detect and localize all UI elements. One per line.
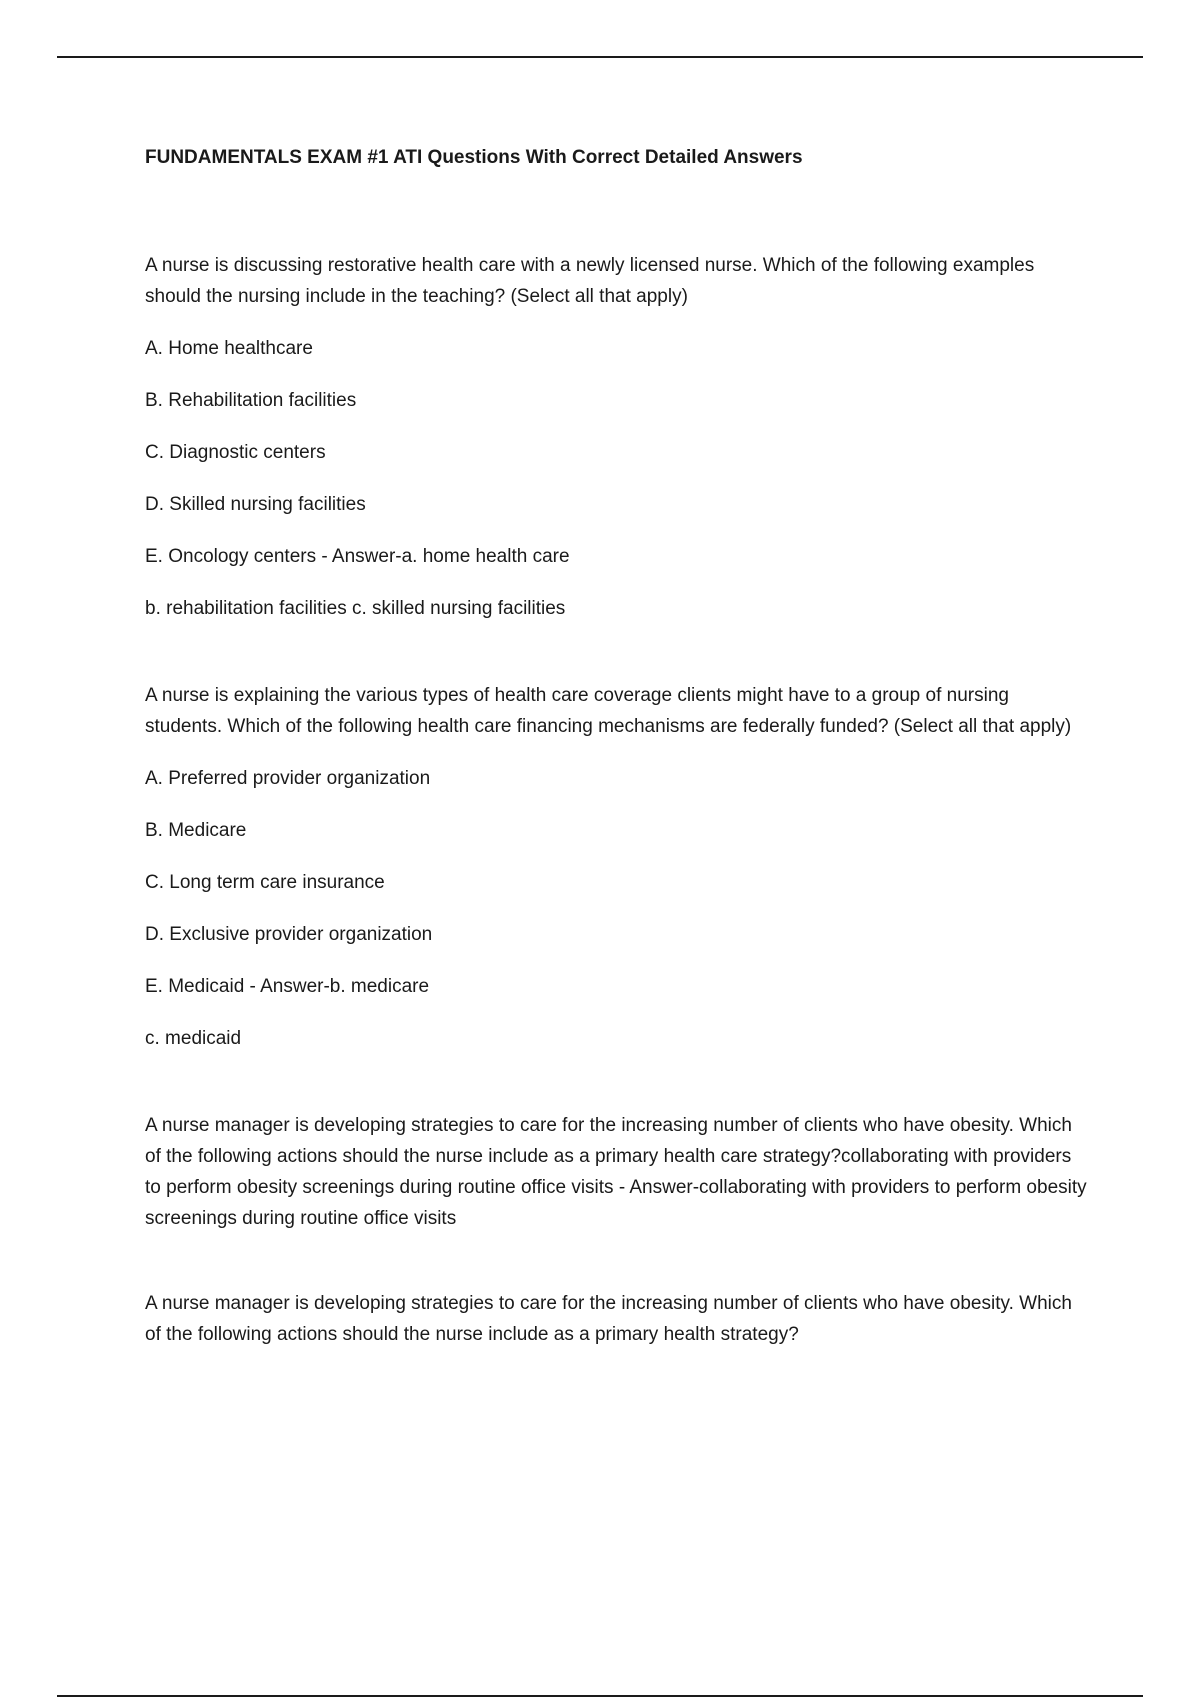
top-divider	[57, 56, 1143, 58]
question-stem: A nurse manager is developing strategies to care for the increasing number of clients who have obesity. Which of the following actions should the nurse include as a primary health care strategy?collaborating with providers to perform obesity screenings during routine office visits - Answer-collaborating with providers to perform obesity screenings during routine office visits	[145, 1115, 1087, 1229]
bottom-divider	[57, 1695, 1143, 1697]
answer-option: D. Exclusive provider organization	[145, 924, 433, 945]
document-body	[145, 143, 1090, 1350]
question-block-2	[145, 680, 1090, 1054]
answer-continuation: b. rehabilitation facilities c. skilled nursing facilities	[145, 598, 566, 619]
answer-option: E. Medicaid - Answer-b. medicare	[145, 976, 430, 997]
question-block-4	[145, 1288, 1090, 1350]
answer-option: C. Long term care insurance	[145, 872, 385, 893]
question-stem: A nurse is explaining the various types of health care coverage clients might have to a group of nursing students. Which of the following health care financing mechanisms are federally funded? (Select all that apply)	[145, 685, 1072, 737]
question-stem: A nurse manager is developing strategies to care for the increasing number of clients who have obesity. Which of the following actions should the nurse include as a primary health strategy?	[145, 1293, 1072, 1345]
document-title: FUNDAMENTALS EXAM #1 ATI Questions With Correct Detailed Answers	[145, 147, 803, 168]
answer-option: E. Oncology centers - Answer-a. home health care	[145, 546, 570, 567]
answer-option: B. Rehabilitation facilities	[145, 390, 357, 411]
answer-option: A. Home healthcare	[145, 338, 313, 359]
question-stem: A nurse is discussing restorative health care with a newly licensed nurse. Which of the following examples should the nursing include in the teaching? (Select all that apply)	[145, 255, 1035, 307]
answer-option: C. Diagnostic centers	[145, 442, 326, 463]
answer-option: B. Medicare	[145, 820, 247, 841]
question-block-3	[145, 1110, 1090, 1234]
answer-option: A. Preferred provider organization	[145, 768, 431, 789]
answer-continuation: c. medicaid	[145, 1028, 242, 1049]
answer-option: D. Skilled nursing facilities	[145, 494, 366, 515]
question-block-1	[145, 250, 1090, 624]
